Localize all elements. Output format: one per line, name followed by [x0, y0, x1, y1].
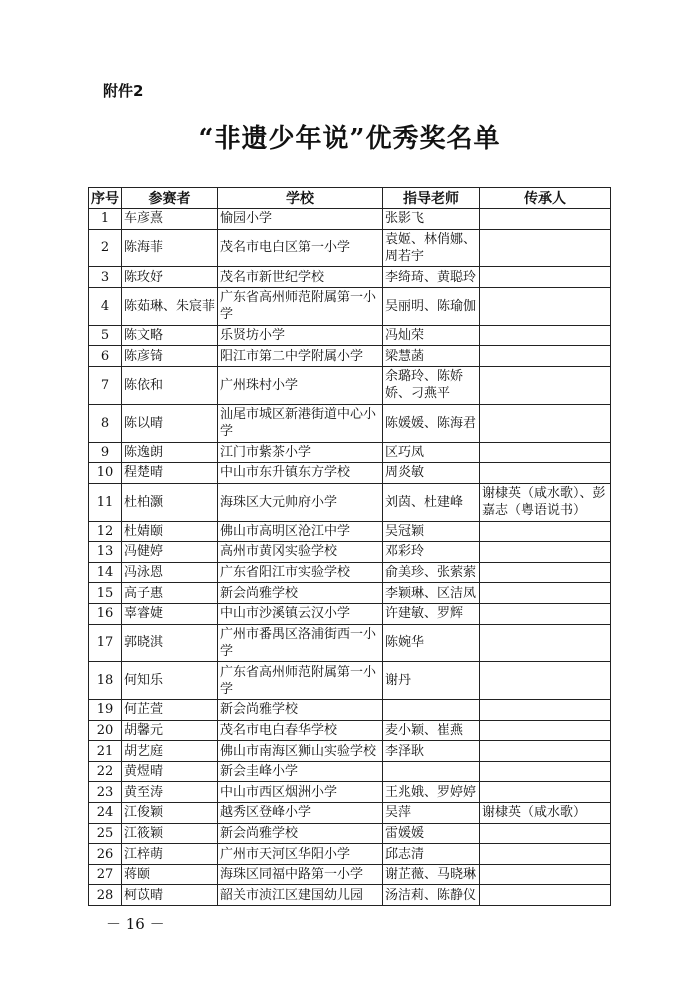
school-name: 新会尚雅学校	[218, 583, 383, 604]
participant-name: 冯泳恩	[122, 562, 218, 583]
participant-name: 郭晓淇	[122, 624, 218, 662]
inheritor-names	[480, 583, 611, 604]
school-name: 韶关市浈江区建国幼儿园	[218, 885, 383, 906]
school-name: 高州市黄冈实验学校	[218, 542, 383, 563]
row-number: 4	[89, 287, 122, 325]
participant-name: 陈以晴	[122, 404, 218, 442]
teacher-names: 麦小颖、崔燕	[383, 720, 480, 741]
table-row	[89, 463, 611, 484]
teacher-names: 周炎敏	[383, 463, 480, 484]
participant-name: 江梓萌	[122, 844, 218, 865]
table-row	[89, 287, 611, 325]
inheritor-names	[480, 366, 611, 404]
inheritor-names	[480, 287, 611, 325]
table-row	[89, 209, 611, 230]
participant-name: 陈文略	[122, 325, 218, 346]
attachment-label: 附件2	[103, 82, 144, 100]
row-number: 2	[89, 229, 122, 267]
row-number: 15	[89, 583, 122, 604]
header-school: 学校	[218, 188, 383, 209]
table-row	[89, 741, 611, 762]
participant-name: 何知乐	[122, 662, 218, 700]
table-row	[89, 562, 611, 583]
school-name: 越秀区登峰小学	[218, 803, 383, 824]
teacher-names: 梁慧菡	[383, 346, 480, 367]
row-number: 18	[89, 662, 122, 700]
page-number: － 16 －	[106, 915, 165, 933]
participant-name: 何芷萱	[122, 700, 218, 721]
inheritor-names	[480, 782, 611, 803]
inheritor-names	[480, 229, 611, 267]
row-number: 25	[89, 823, 122, 844]
teacher-names: 陈媛媛、陈海君	[383, 404, 480, 442]
table-row	[89, 404, 611, 442]
inheritor-names: 谢棣英（咸水歌）	[480, 803, 611, 824]
teacher-names: 李绮琦、黄聪玲	[383, 267, 480, 288]
header-inheritor: 传承人	[480, 188, 611, 209]
school-name: 汕尾市城区新港街道中心小学	[218, 404, 383, 442]
row-number: 14	[89, 562, 122, 583]
school-name: 佛山市南海区狮山实验学校	[218, 741, 383, 762]
inheritor-names: 谢棣英（咸水歌）、彭嘉志（粤语说书）	[480, 483, 611, 521]
row-number: 8	[89, 404, 122, 442]
inheritor-names	[480, 603, 611, 624]
participant-name: 程楚晴	[122, 463, 218, 484]
table-row	[89, 229, 611, 267]
teacher-names: 吴丽明、陈瑜伽	[383, 287, 480, 325]
table-row	[89, 844, 611, 865]
row-number: 24	[89, 803, 122, 824]
participant-name: 陈玫妤	[122, 267, 218, 288]
inheritor-names	[480, 823, 611, 844]
table-row	[89, 782, 611, 803]
teacher-names: 许建敏、罗辉	[383, 603, 480, 624]
school-name: 广州珠村小学	[218, 366, 383, 404]
page-title: “非遗少年说”优秀奖名单	[198, 124, 501, 154]
table-row	[89, 864, 611, 885]
school-name: 新会尚雅学校	[218, 823, 383, 844]
participant-name: 杜柏灏	[122, 483, 218, 521]
participant-name: 辜睿婕	[122, 603, 218, 624]
teacher-names: 俞美珍、张萦萦	[383, 562, 480, 583]
teacher-names: 冯灿荣	[383, 325, 480, 346]
teacher-names: 吴冠颖	[383, 521, 480, 542]
inheritor-names	[480, 662, 611, 700]
school-name: 茂名市电白春华学校	[218, 720, 383, 741]
row-number: 27	[89, 864, 122, 885]
table-row	[89, 624, 611, 662]
teacher-names: 张影飞	[383, 209, 480, 230]
header-number: 序号	[89, 188, 122, 209]
participant-name: 黄至涛	[122, 782, 218, 803]
table-row	[89, 603, 611, 624]
table-row	[89, 823, 611, 844]
row-number: 12	[89, 521, 122, 542]
table-row	[89, 267, 611, 288]
table-row	[89, 720, 611, 741]
participant-name: 车彦熹	[122, 209, 218, 230]
inheritor-names	[480, 761, 611, 782]
school-name: 海珠区大元帅府小学	[218, 483, 383, 521]
row-number: 16	[89, 603, 122, 624]
teacher-names: 王兆娥、罗婷婷	[383, 782, 480, 803]
participant-name: 陈逸朗	[122, 442, 218, 463]
row-number: 13	[89, 542, 122, 563]
row-number: 20	[89, 720, 122, 741]
teacher-names: 吴萍	[383, 803, 480, 824]
participant-name: 冯健婷	[122, 542, 218, 563]
inheritor-names	[480, 844, 611, 865]
inheritor-names	[480, 209, 611, 230]
table-row	[89, 366, 611, 404]
teacher-names: 谢芷薇、马晓琳	[383, 864, 480, 885]
row-number: 22	[89, 761, 122, 782]
table-row	[89, 803, 611, 824]
row-number: 11	[89, 483, 122, 521]
table-row	[89, 542, 611, 563]
inheritor-names	[480, 521, 611, 542]
teacher-names: 雷媛媛	[383, 823, 480, 844]
inheritor-names	[480, 463, 611, 484]
school-name: 愉园小学	[218, 209, 383, 230]
row-number: 17	[89, 624, 122, 662]
inheritor-names	[480, 404, 611, 442]
school-name: 广州市天河区华阳小学	[218, 844, 383, 865]
row-number: 28	[89, 885, 122, 906]
award-list-table	[88, 187, 611, 906]
teacher-names	[383, 761, 480, 782]
school-name: 海珠区同福中路第一小学	[218, 864, 383, 885]
teacher-names: 袁姬、林俏娜、周若宇	[383, 229, 480, 267]
table-row	[89, 521, 611, 542]
school-name: 中山市西区烟洲小学	[218, 782, 383, 803]
row-number: 7	[89, 366, 122, 404]
school-name: 中山市东升镇东方学校	[218, 463, 383, 484]
teacher-names: 余璐玲、陈娇娇、刁燕平	[383, 366, 480, 404]
participant-name: 杜婧颐	[122, 521, 218, 542]
participant-name: 胡艺庭	[122, 741, 218, 762]
inheritor-names	[480, 624, 611, 662]
participant-name: 蒋颐	[122, 864, 218, 885]
row-number: 26	[89, 844, 122, 865]
teacher-names: 邓彩玲	[383, 542, 480, 563]
row-number: 3	[89, 267, 122, 288]
school-name: 广东省高州师范附属第一小学	[218, 287, 383, 325]
school-name: 新会尚雅学校	[218, 700, 383, 721]
teacher-names: 刘茵、杜建峰	[383, 483, 480, 521]
inheritor-names	[480, 346, 611, 367]
school-name: 阳江市第二中学附属小学	[218, 346, 383, 367]
row-number: 10	[89, 463, 122, 484]
participant-name: 陈依和	[122, 366, 218, 404]
header-teacher: 指导老师	[383, 188, 480, 209]
teacher-names: 区巧凤	[383, 442, 480, 463]
participant-name: 陈茹琳、朱宸菲	[122, 287, 218, 325]
header-participant: 参赛者	[122, 188, 218, 209]
participant-name: 陈海菲	[122, 229, 218, 267]
row-number: 5	[89, 325, 122, 346]
table-row	[89, 483, 611, 521]
teacher-names: 李泽耿	[383, 741, 480, 762]
inheritor-names	[480, 864, 611, 885]
row-number: 21	[89, 741, 122, 762]
school-name: 佛山市高明区沧江中学	[218, 521, 383, 542]
school-name: 广东省阳江市实验学校	[218, 562, 383, 583]
participant-name: 高子惠	[122, 583, 218, 604]
school-name: 新会圭峰小学	[218, 761, 383, 782]
school-name: 中山市沙溪镇云汉小学	[218, 603, 383, 624]
teacher-names: 陈婉华	[383, 624, 480, 662]
participant-name: 陈彦锜	[122, 346, 218, 367]
school-name: 茂名市新世纪学校	[218, 267, 383, 288]
row-number: 9	[89, 442, 122, 463]
inheritor-names	[480, 542, 611, 563]
inheritor-names	[480, 325, 611, 346]
teacher-names	[383, 700, 480, 721]
school-name: 乐贤坊小学	[218, 325, 383, 346]
table-row	[89, 885, 611, 906]
participant-name: 胡馨元	[122, 720, 218, 741]
school-name: 广州市番禺区洛浦街西一小学	[218, 624, 383, 662]
row-number: 6	[89, 346, 122, 367]
inheritor-names	[480, 562, 611, 583]
school-name: 广东省高州师范附属第一小学	[218, 662, 383, 700]
inheritor-names	[480, 442, 611, 463]
table-row	[89, 761, 611, 782]
teacher-names: 邱志清	[383, 844, 480, 865]
teacher-names: 谢丹	[383, 662, 480, 700]
table-row	[89, 662, 611, 700]
participant-name: 江俊颖	[122, 803, 218, 824]
table-row	[89, 583, 611, 604]
school-name: 江门市紫茶小学	[218, 442, 383, 463]
table-row	[89, 442, 611, 463]
inheritor-names	[480, 720, 611, 741]
inheritor-names	[480, 267, 611, 288]
participant-name: 江筱颖	[122, 823, 218, 844]
table-row	[89, 325, 611, 346]
inheritor-names	[480, 700, 611, 721]
table-row	[89, 700, 611, 721]
participant-name: 黄煜晴	[122, 761, 218, 782]
inheritor-names	[480, 885, 611, 906]
table-header-row	[89, 188, 611, 209]
school-name: 茂名市电白区第一小学	[218, 229, 383, 267]
table-row	[89, 346, 611, 367]
inheritor-names	[480, 741, 611, 762]
row-number: 1	[89, 209, 122, 230]
row-number: 19	[89, 700, 122, 721]
row-number: 23	[89, 782, 122, 803]
teacher-names: 汤洁莉、陈静仪	[383, 885, 480, 906]
participant-name: 柯苡晴	[122, 885, 218, 906]
teacher-names: 李颖琳、区洁凤	[383, 583, 480, 604]
